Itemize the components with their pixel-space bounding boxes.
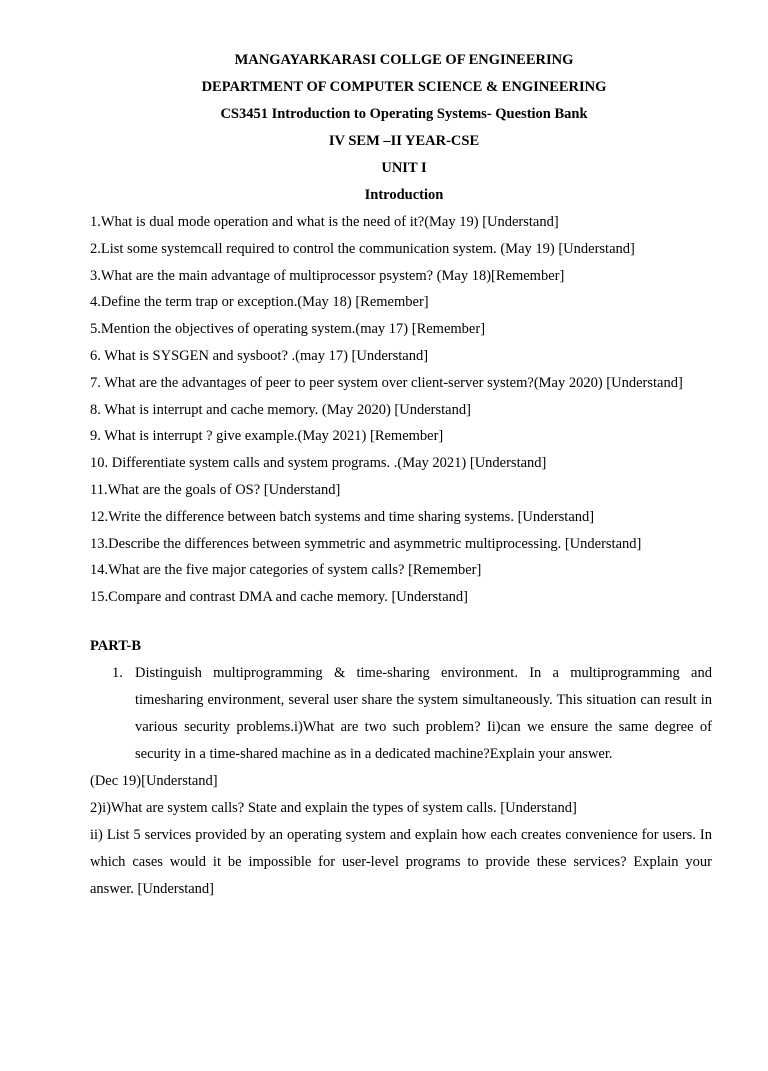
question-item: 11.What are the goals of OS? [Understand]: [90, 481, 341, 498]
part-b-question-1: [112, 660, 712, 768]
question-item: 8. What is interrupt and cache memory. (May 2020) [Understand]: [90, 401, 471, 418]
question-item: 5.Mention the objectives of operating system.(may 17) [Remember]: [90, 321, 486, 338]
question-text: Distinguish multiprogramming & time-sharing environment. In a multiprogramming and timesharing environment, several user share the system simultaneously. This situation can result in various security problems.i)What are two such problem? Ii)can we ensure the same degree of security in a time-shared machine as in a dedicated machine?Explain your answer.: [135, 664, 712, 762]
question-item: 14.What are the five major categories of system calls? [Remember]: [90, 562, 482, 579]
question-item: 7. What are the advantages of peer to peer system over client-server system?(May 2020) [Understand]: [90, 374, 683, 391]
question-item: 10. Differentiate system calls and system programs. .(May 2021) [Understand]: [90, 455, 547, 472]
question-item: 4.Define the term trap or exception.(May 18) [Remember]: [90, 294, 429, 311]
question-item: 2.List some systemcall required to control the communication system. (May 19) [Understand]: [90, 240, 635, 257]
question-1-tag: (Dec 19)[Understand]: [90, 772, 218, 789]
unit-title: Introduction: [364, 187, 444, 203]
question-item: 6. What is SYSGEN and sysboot? .(may 17) [Understand]: [90, 347, 429, 364]
question-item: 1.What is dual mode operation and what is the need of it?(May 19) [Understand]: [90, 214, 559, 230]
question-item: 12.Write the difference between batch systems and time sharing systems. [Understand]: [90, 508, 595, 525]
question-number: 1.: [112, 664, 123, 681]
question-item: 3.What are the main advantage of multiprocessor psystem? (May 18)[Remember]: [90, 267, 565, 284]
part-a-question-list: [90, 209, 712, 611]
course-title: CS3451 Introduction to Operating Systems- Question Bank: [220, 106, 588, 122]
question-item: 9. What is interrupt ? give example.(May 2021) [Remember]: [90, 428, 444, 445]
department-name: DEPARTMENT OF COMPUTER SCIENCE & ENGINEERING: [201, 79, 607, 95]
semester-label: IV SEM –II YEAR-CSE: [328, 133, 480, 149]
question-item: 13.Describe the differences between symmetric and asymmetric multiprocessing. [Understand]: [90, 535, 642, 552]
question-item: 15.Compare and contrast DMA and cache memory. [Understand]: [90, 589, 468, 606]
unit-label: UNIT I: [381, 160, 427, 176]
college-name: MANGAYARKARASI COLLGE OF ENGINEERING: [234, 52, 574, 68]
part-b-question-2-i: 2)i)What are system calls? State and explain the types of system calls. [Understand]: [90, 799, 577, 816]
part-b-question-2-ii: ii) List 5 services provided by an operating system and explain how each creates convenience for users. In which cases would it be impossible for user-level programs to provide these services? Explain your answer. [Understand]: [90, 826, 712, 897]
document-header: [90, 47, 718, 209]
document-page: [0, 47, 768, 1071]
part-b-heading: PART-B: [90, 637, 142, 654]
